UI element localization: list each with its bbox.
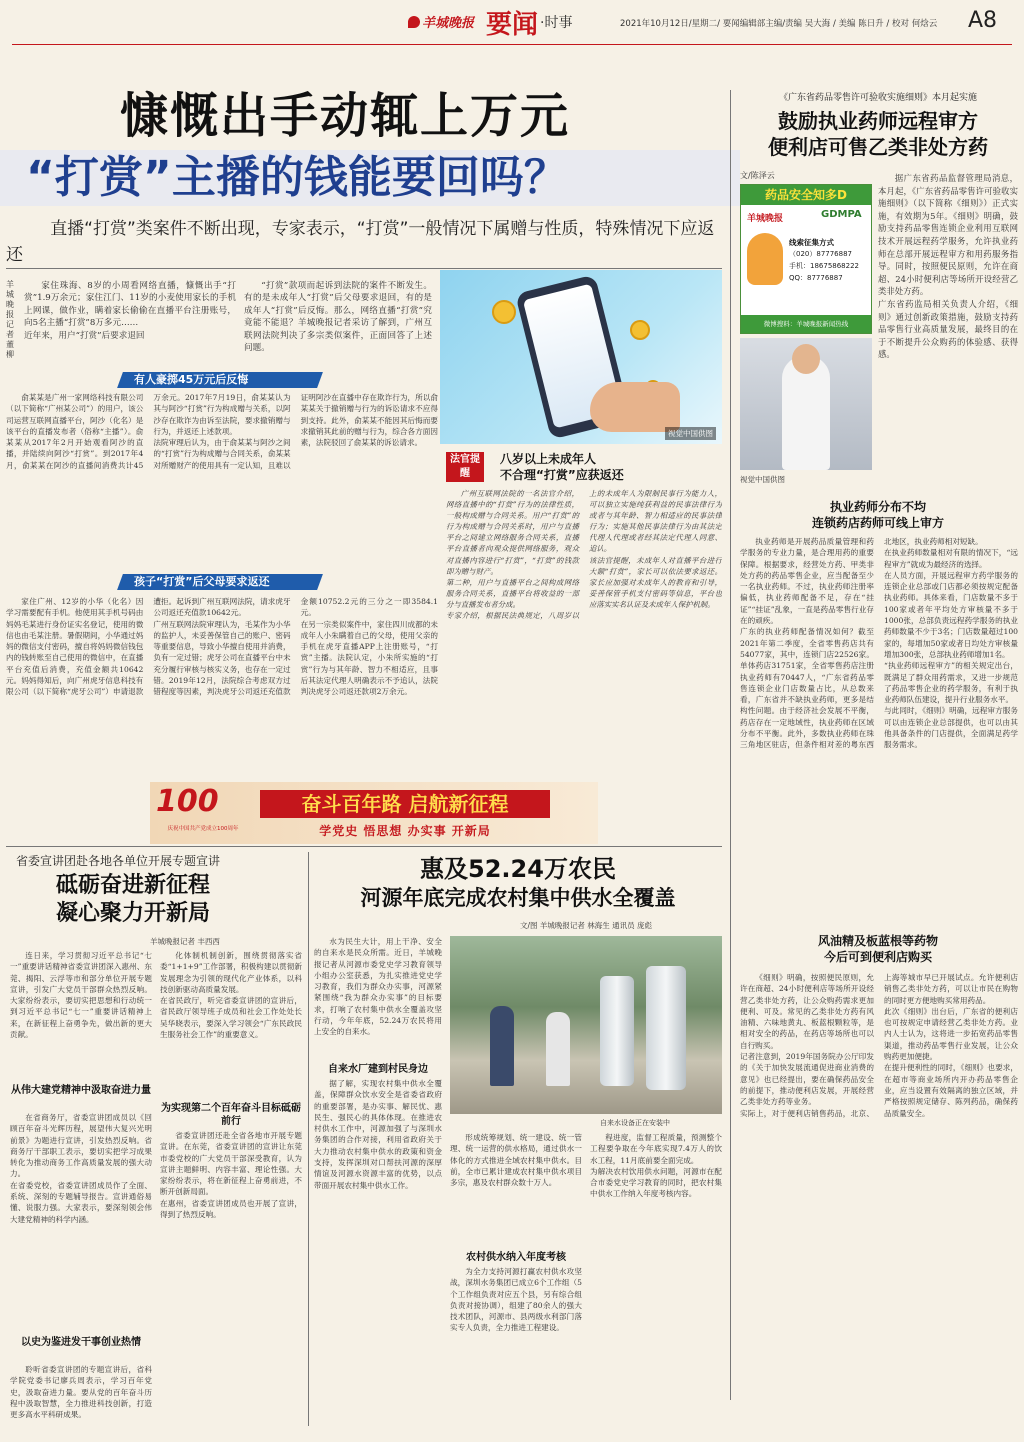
legal-body: 广州互联网法院的一名法官介绍，网络直播中的“打赏”行为的法律性质，一般构成赠与合同关系。用户“打赏”的行为构成赠与合同关系时，用户与直播平台之间建立网络服务合同关系，直播平台直播者向观众提供网络服务，观众对直播内容进行“打赏”，“打赏”的钱款即为赠与财产。 第二种，用户与直播平台之间构成网络服务合同关系，直播平台将收益的一部分与直播发布者分成。 专家介绍，根据民法典规定，八周岁以上的未成年人为限制民事行为能力人，可以独立实施纯获利益的民事法律行为或者与其年龄、智力相适应的民事法律行为；实施其他民事法律行为由其法定代理人代理或者经其法定代理人同意、追认。 该法官提醒，未成年人对直播平台进行大额“打赏”，家长可以依法要求返还。家长应加强对未成年人的教育和引导，妥善保管手机支付密码等信息，平台也应落实实名认证及未成年人保护机制。: [446, 489, 722, 621]
lead-photo-credit: 视觉中国供图: [665, 427, 716, 440]
story-right-body-e: 为全力支持河源打赢农村供水攻坚战，深圳水务集团已成立6个工作组（5个工作组负责对应五个县，另有综合组负责对接协调），组建了80余人的强大技术团队，河源市、县两级水利部门落实专人负责，全力推进工程建设。: [450, 1267, 582, 1333]
story-left-sub2: 为实现第二个百年奋斗目标砥砺前行: [161, 1103, 301, 1127]
story-left-sub3: 以史为鉴进发干事创业热情: [21, 1337, 141, 1348]
promo-title: 药品安全知多D: [741, 185, 871, 205]
right-photo: [740, 338, 872, 470]
story-left-headline-2: 凝心聚力开新局: [56, 901, 211, 926]
story-right-body-a: 水为民生大计，用上干净、安全的自来水是民众所需。近日，羊城晚报记者从河源市委党史学习教育领导小组办公室获悉，为扎实推进党史学习教育，我们为群众办实事，河源紧紧围绕“我为群众办实事”的目标要求，打响了农村集中供水全覆盖攻坚行动，今年年底，52.24万农民将用上安全的自来水。: [314, 937, 442, 1037]
banner-emblem-caption: 庆祝中国共产党成立100周年: [167, 826, 239, 832]
section-1-label: 有人豪掷45万元后反悔: [134, 373, 249, 386]
water-tank: [646, 966, 686, 1090]
lead-body-2: 家住广州、12岁的小华（化名）因学习需要配有手机。他使用其手机号码由妈妈毛某进行身份证实名登记，使用的微信也由毛某注册。暑假期间，小华通过妈妈的微信支付密码，擅自将妈妈微信钱包内的钱转账至自己使用的微信中，在直播平台充值后消费，充值金额共10642元。妈妈得知后，向广州虎牙信息科技有限公司（以下简称“虎牙公司”）申请退款遭拒。起诉到广州互联网法院，请求虎牙公司返还充值款10642元。 广州互联网法院审理认为，毛某作为小华的监护人，未妥善保管自己的账户、密码等重要信息，导致小华擅自使用并消费，负有一定过错；虎牙公司在直播平台中未充分履行审核与核实义务，也存在一定过错。2019年12月，法院综合考虑双方过错程度等因素，判决虎牙公司返还充值款金额10752.2元的三分之一即3584.1元。 在另一宗类似案件中，家住四川成都的未成年人小朱瞒着自己的父母，使用父亲的手机在虎牙直播APP上注册账号，“打赏”主播。法院认定，小朱所实施的“打赏”行为与其年龄、智力不相适应，且事后其法定代理人明确表示不予追认，法院判决虎牙公司返还款项2万余元。: [6, 597, 438, 697]
story-left-kicker: 省委宣讲团赴各地各单位开展专题宣讲: [16, 854, 221, 868]
right-byline: 文/陈泽云: [740, 171, 775, 180]
legal-title-2: 不合理“打赏”应获返还: [500, 468, 624, 482]
story-left-byline: 羊城晚报记者 丰西西: [150, 937, 220, 946]
worker-figure: [546, 1012, 570, 1086]
promo-contact-label: 线索征集方式: [789, 238, 834, 247]
newspaper-logo: [408, 12, 474, 31]
banner-title: 奋斗百年路 启航新征程: [301, 792, 509, 816]
story-right-photo: [450, 936, 722, 1114]
story-left-body-b: 在省商务厅，省委宣讲团成员以《回顾百年奋斗光辉历程，展望伟大复兴光明前景》为题进行宣讲，引发热烈反响。省商务厅干部职工表示，要切实把学习成果转化为推动商务工作高质量发展的强大动力。 在省委党校，省委宣讲团成员作了全面、系统、深刻的专题辅导报告。宣讲通俗易懂、说服力强。大家表示，要深刻领会伟大建党精神的科学内涵。: [10, 1113, 152, 1224]
promo-footer: 微博搜料：羊城晚报新闻热线: [741, 315, 871, 333]
story-right-body-b: 据了解，实现农村集中供水全覆盖，保障群众饮水安全是省委省政府的重要部署，是办实事、解民忧、惠民生、强民心的具体体现。在推进农村供水工作中，河源加强了与深圳水务集团的合作对接，利用省政府关于大力推动农村集中供水的政策和资金支持，发挥深圳对口帮扶河源的深厚情谊及河源水资源丰富的优势，以点带面开展农村集中供水工作。: [314, 1079, 442, 1190]
promo-logo-right: GDMPA: [821, 209, 862, 220]
banner-rule: [6, 846, 722, 847]
lead-intro-left: 家住珠海、8岁的小周看网络直播，慷慨出手“打赏”1.9万余元；家住江门、11岁的小麦使用家长的手机上网课，做作业，瞒着家长偷偷在直播平台注册账号，向5名主播“打赏”8万多元…… 近年来，用户“打赏”后要求退回: [24, 281, 236, 341]
right-headline-2: 便利店可售乙类非处方药: [768, 135, 988, 159]
right-intro: 据广东省药品监督管理局消息，本月起，《广东省药品零售许可验收实施细则》（以下简称《细则》）正式实施，有效期为5年。《细则》明确，鼓励支持药品零售连锁企业利用互联网技术开展远程药学服务，允许执业药师在总部开展远程审方和用药服务指导。同时，按照便民原则，允许在商超、24小时便利店等场所开设经营乙类非处方药。 广东省药监局相关负责人介绍，《细则》通过创新政策措施，鼓励支持药品零售行业高质量发展，最终目的在于不断提升公众购药的体验感、获得感。: [878, 173, 1018, 360]
story-right-body-c: 形成统筹规划、统一建设、统一管理、统一运营的供水格局，通过供水一体化的方式推进全域农村集中供水。目前，全市已累计建成农村集中供水项目多宗，惠及农村群众数十万人。: [450, 1133, 582, 1188]
story-right-sub2: 农村供水纳入年度考核: [466, 1252, 566, 1263]
right-sub1-title-2: 连锁药店药师可线上审方: [811, 516, 944, 530]
logo-text: 羊城晚报: [422, 16, 475, 31]
promo-phone: （020）87776887: [789, 250, 852, 258]
story-left-headline-1: 砥砺奋进新征程: [56, 873, 211, 898]
story-right-body-d: 程进度，监督工程质量，预测整个工程要争取在今年底实现7.4万人的饮水工程，11月底前要全面完成。 为解决农村饮用供水问题，河源市在配合市委党史学习教育的同时，把农村集中供水工作纳入年度考核内容。: [590, 1133, 722, 1199]
coin-icon: [492, 300, 516, 324]
story-left-body-a: 连日来，学习贯彻习近平总书记“七一”重要讲话精神省委宣讲团深入惠州、东莞、揭阳、云浮等市和部分单位开展专题宣讲，引发广大党员干部群众热烈反响。大家纷纷表示，要切实把思想和行动统一到习近平总书记“七一”重要讲话精神上来，在新征程上奋勇争先，做出新的更大贡献。: [10, 951, 152, 1040]
pharmacist-head: [792, 344, 820, 374]
logo-flame-icon: [408, 16, 420, 28]
story-right-headline-2: 河源年底完成农村集中供水全覆盖: [360, 886, 676, 910]
story-left-sub1: 从伟大建党精神中汲取奋进力量: [11, 1085, 151, 1096]
story-left-body-d: 省委宣讲团还赴全省各地市开展专题宣讲。在东莞，省委宣讲团的宣讲让东莞市委党校的广大党员干部深受教育，认为宣讲主题鲜明、内容丰富、理论性强。大家纷纷表示，将在新征程上奋勇前进，不断开创新局面。 在惠州，省委宣讲团成员也开展了宣讲，得到了热烈反响。: [160, 1131, 302, 1220]
right-kicker: 《广东省药品零售许可验收实施细则》本月起实施: [778, 93, 977, 103]
masthead-rule: [12, 44, 1012, 45]
right-sub1-title-1: 执业药师分布不均: [829, 500, 926, 514]
lead-byline: 羊城晚报记者 董柳: [6, 280, 14, 359]
lead-headline-1: 慷慨出手动辄上万元: [120, 88, 571, 144]
section-subtitle: ·时事: [540, 15, 573, 31]
right-headline-1: 鼓励执业药师远程审方: [778, 109, 978, 133]
banner-emblem: 100: [156, 784, 219, 819]
promo-email: QQ：87776887: [789, 274, 843, 282]
story-left-body-e: 聆听省委宣讲团的专题宣讲后，省科学院党委书记廖兵周表示，学习百年党史，汲取奋进力量。要从党的百年奋斗历程中汲取智慧，全力推进科技创新，打造更多高水平科研成果。: [10, 1365, 152, 1420]
deck-rule: [6, 268, 722, 269]
promo-mobile: 手机：18675868222: [789, 262, 859, 270]
legal-title-1: 八岁以上未成年人: [500, 452, 597, 466]
right-column-divider: [730, 90, 731, 1400]
lead-intro-right: “打赏”款项而起诉到法院的案件不断发生。有的是未成年人“打赏”后父母要求退回，有的是成年人“打赏”后反悔。那么，网络直播“打赏”究竟能不能退？羊城晚报记者采访了解到，广州互联网法院判决了多宗类似案件，正面回答了上述问题。: [244, 281, 432, 354]
story-right-byline: 文/图 羊城晚报记者 林海生 通讯员 庞彪: [520, 921, 653, 930]
lead-deck: 直播“打赏”类案件不断出现，专家表示，“打赏”一般情况下属赠与性质，特殊情况下应返还: [6, 219, 715, 265]
lead-photo: [440, 270, 722, 444]
right-sub1-body: 执业药师是开展药品质量管理和药学服务的专业力量，是合理用药的重要保障。根据要求，经营处方药、甲类非处方药的药品零售企业，应当配备至少一名执业药师。不过，执业药师注册率偏低，执业药师配备不足，存在“挂证”“挂证”乱象，一直是药品零售行业存在的顽疾。 广东的执业药师配备情况如何？截至2021年第二季度，全省零售药店共有54077家，其中，连锁门店22526家。单体药店31751家，全省零售药店注册执业药师有70447人，“广东省药品零售连锁企业门店数量占比，从总数来看，广东省并不缺执业药师，更多是结构性问题。由于经济社会发展不平衡，药店存在一定地域性，执业药师在区域分布不平衡。此外，多数执业药师在珠三角地区驻店，但条件相对差的粤东西北地区，执业药师相对短缺。 在执业药师数量相对有限的情况下，“远程审方”就成为最经济的选择。 在人员方面，开展远程审方药学服务的连锁企业总部或门店都必须按规定配备执业药师。具体来看，门店数量不多于100家或者年平均处方审核量不多于1000张，总部负责远程药学服务的执业药师数量不少于3名；门店数量超过100家的，每增加50家或者日均处方审核量增加300张，总部执业药师增加1名。 “执业药师远程审方”的相关规定出台，既满足了群众用药需求，又进一步规范了药品零售企业的药学服务，有利于执业药师队伍建设，提升行业服务水平。 与此同时，《细则》明确，远程审方服务可以由连锁企业总部提供，也可以由其他具备条件的门店提供，全面满足药学服务需求。: [740, 537, 1018, 750]
hand-shape: [590, 382, 680, 432]
promo-logo-left: 羊城晚报: [747, 214, 784, 224]
right-sub2-title-2: 今后可到便利店购买: [823, 950, 932, 964]
masthead: [0, 0, 1024, 46]
lead-body-1: 俞某某是广州一家网络科技有限公司（以下简称“广州某公司”）的用户，该公司运营互联网直播平台，阿沙（化名）是该平台的直播发布者（俗称“主播”）。俞某某从2017年2月开始观看阿沙的直播，并陆续向阿沙“打赏”。到2017年4月，俞某某在阿沙的直播间消费共计45万余元。2017年7月19日，俞某某认为其与阿沙“打赏”行为构成赠与关系，以阿沙存在欺诈为由诉至法院，要求撤销赠与行为，并返还上述款项。 法院审理后认为，由于俞某某与阿沙之间的“打赏”行为构成赠与合同关系，俞某某对所赠财产的使用具有一定认知，且难以证明阿沙在直播中存在欺诈行为，所以俞某某关于撤销赠与行为的诉讼请求不应得到支持。此外，俞某某不能因其后悔而要求撤销其此前的赠与行为，综合各方面因素，法院驳回了俞某某的诉讼请求。: [6, 393, 438, 470]
right-sub2-body: 《细则》明确，按照便民原则，允许在商超、24小时便利店等场所开设经营乙类非处方药，让公众购药需求更加便利、可及。常见的乙类非处方药有风油精、六味地黄丸、板蓝根颗粒等，是相对安全的药品，在药店等场所也可以自行购买。 记者注意到，2019年国务院办公厅印发的《关于加快发展流通促进商业消费的意见》也已经提出，要在确保药品安全的前提下，推动便利店发展，开展经营乙类非处方药等业务。 实际上，对于便利店销售药品，北京、上海等城市早已开展试点。允许便利店销售乙类非处方药，可以让市民在购物的同时更方便地购买常用药品。 此次《细则》出台后，广东省的便利店也可按规定申请经营乙类非处方药。业内人士认为，这将进一步拓宽药品零售渠道，推动药品零售行业发展，让公众购药更加便捷。 在提升便利性的同时，《细则》也要求，在超市等商业场所内开办药品零售企业，应当设置有效隔离的独立区域，并严格按照规定储存、陈列药品，确保药品质量安全。: [740, 973, 1018, 1118]
lead-headline-2: “打赏”主播的钱能要回吗？: [26, 152, 568, 203]
mascot-icon: [747, 233, 783, 285]
story-left-body-c: 化体制机制创新，围绕贯彻落实省委“1+1+9”工作部署，积极构建以贯彻新发展理念为引领的现代化产业体系，以科技创新驱动高质量发展。 在省民政厅，听完省委宣讲团的宣讲后，省民政厅领导班子成员和社会工作处处长吴华晓表示，要深入学习领会“广东民政民生服务社会工作”的重要意义。: [160, 951, 302, 1040]
promo-box: [740, 184, 872, 334]
right-sub2-title-1: 风油精及板蓝根等药物: [817, 934, 938, 948]
page-number: A8: [968, 8, 998, 33]
story-right-sub1: 自来水厂建到村民身边: [328, 1064, 428, 1075]
section-2-label: 孩子“打赏”后父母要求返还: [134, 575, 270, 588]
banner-subtitle: 学党史 悟思想 办实事 开新局: [319, 824, 491, 838]
dateline: 2021年10月12日/星期二/ 要闻编辑部主编/责编 吴大海 / 美编 陈日升 / 校对 何焓云: [620, 19, 938, 29]
right-photo-caption: 视觉中国供图: [740, 475, 785, 484]
worker-figure: [490, 1006, 514, 1086]
story-right-photo-caption: 自来水设备正在安装中: [600, 1119, 670, 1127]
party-banner: [150, 782, 598, 844]
story-divider: [308, 852, 309, 1426]
story-right-headline-1: 惠及52.24万农民: [420, 855, 616, 883]
water-tank: [600, 976, 634, 1086]
section-title: 要闻: [486, 10, 539, 40]
coin-icon: [630, 320, 650, 340]
legal-tag: 法官提醒: [446, 452, 484, 482]
